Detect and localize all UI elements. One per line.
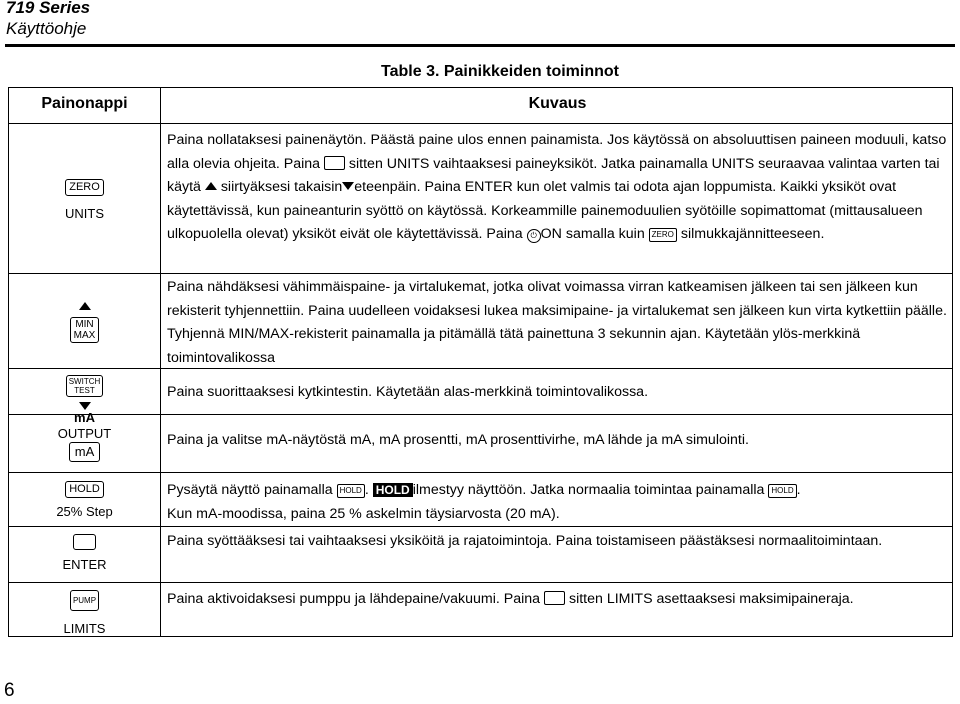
pump-text-a: Paina aktivoidaksesi pumppu ja lähdepaine/vakuumi. Paina (167, 591, 541, 607)
column-divider (160, 88, 161, 636)
ma-description: Paina ja valitse mA-näytöstä mA, mA prosentti, mA prosenttivirhe, mA lähde ja mA simulointi. (167, 432, 749, 448)
hold-inline-key-icon: HOLD (337, 484, 365, 498)
switch-test-key-icon: SWITCH TEST (66, 375, 104, 397)
down-arrow-icon (342, 182, 354, 190)
pump-key-icon: PUMP (70, 590, 99, 611)
hold-text-d: . (796, 482, 801, 498)
header-rule (5, 44, 955, 47)
power-icon: ⏻ (527, 229, 541, 243)
buttons-table (8, 87, 953, 637)
minmax-description: Paina nähdäksesi vähimmäispaine- ja virtalukemat, jotka olivat voimassa virran katkeamisen jälkeen tai sen jälkeen kun rekisterit tyhjennettiin. Paina uudelleen voidaksesi lukea maksimipaine- ja virtalukemat sen jälkeen kun virta kytkettiin päälle. Tyhjennä MIN/MAX-rekisterit painamalla ja pitämällä tätä painettuna 3 sekunnin ajan. Käytetään ylös-merkkinä toimintovalikossa (167, 279, 947, 366)
hold-description (167, 479, 947, 526)
zero-units-cell (9, 178, 160, 221)
ma-key-icon: mA (69, 442, 101, 462)
hold-text-a: Pysäytä näyttö painamalla (167, 482, 333, 498)
zero-key-icon: ZERO (65, 179, 104, 196)
units-label: UNITS (65, 206, 104, 221)
enter-label: ENTER (62, 557, 107, 572)
row-divider (9, 123, 952, 124)
up-arrow-icon (205, 182, 217, 190)
zero-inline-key-icon: ZERO (649, 228, 677, 242)
hold-cell (9, 480, 160, 519)
down-arrow-icon (79, 402, 91, 410)
blank-key-icon (544, 591, 565, 605)
ma-label: mA (74, 410, 95, 425)
hold-text-b: . (364, 482, 369, 498)
minmax-key-icon: MIN MAX (70, 317, 100, 343)
zero-text-d: eteenpäin. Paina ENTER kun olet valmis tai odota ajan loppumista. Kaikki yksiköt ovat käytettävissä, kun paineanturin syöttö on käytössä. Korkeammille painemoduulien syötöille sopimattomat (mittausalueen ulkopuolella olevat) yksiköt eivät ole käytettävissä. Paina (167, 179, 923, 242)
zero-text-f: silmukkajännitteeseen. (680, 226, 825, 242)
output-label: OUTPUT (57, 426, 112, 441)
header-description: Kuvaus (528, 95, 587, 112)
zero-text-c: siirtyäksesi takaisin (220, 179, 343, 195)
row-divider (9, 273, 952, 274)
limits-label: LIMITS (63, 621, 106, 636)
hold-key-icon: HOLD (65, 481, 104, 498)
zero-text-b: sitten UNITS vaihtaaksesi paineyksiköt. Jatka painamalla UNITS seuraavaa valintaa varten tai käytä (167, 155, 940, 195)
zero-text-e: ON samalla kuin (540, 226, 645, 242)
enter-cell (9, 534, 160, 572)
enter-key-icon (73, 534, 96, 550)
hold-inline-key-icon: HOLD (768, 484, 796, 498)
step-label: 25% Step (56, 504, 113, 519)
row-divider (9, 526, 952, 527)
row-divider (9, 582, 952, 583)
pump-description (167, 588, 947, 612)
row-divider (9, 472, 952, 473)
series-title: 719 Series (6, 0, 91, 17)
hold-text-c: ilmestyy näyttöön. Jatka normaalia toimintaa painamalla (412, 482, 765, 498)
blank-key-icon (324, 156, 345, 170)
minmax-cell (9, 299, 160, 343)
zero-text-a: Paina nollataksesi painenäytön. Päästä paine ulos ennen painamista. Jos käytössä on absoluuttisen paineen moduuli, katso alla olevia ohjeita. Paina (167, 132, 947, 172)
page-number: 6 (4, 680, 15, 701)
zero-description (167, 129, 947, 247)
manual-title: Käyttöohje (6, 19, 87, 38)
switch-test-cell (9, 375, 160, 414)
pump-cell (9, 590, 160, 636)
enter-description: Paina syöttääksesi tai vaihtaaksesi yksiköitä ja rajatoimintoja. Paina toistamiseen päästäksesi normaalitoimintaan. (167, 533, 883, 549)
header-button: Painonappi (41, 95, 128, 112)
ma-output-cell (9, 410, 160, 462)
hold-text-e: Kun mA-moodissa, paina 25 % askelmin täysiarvosta (20 mA). (167, 505, 560, 522)
hold-display-badge: HOLD (373, 483, 413, 497)
table-title: Table 3. Painikkeiden toiminnot (381, 63, 619, 80)
switch-description: Paina suorittaaksesi kytkintestin. Käytetään alas-merkkinä toimintovalikossa. (167, 384, 649, 400)
pump-text-b: sitten LIMITS asettaaksesi maksimipaineraja. (568, 591, 854, 607)
up-arrow-icon (79, 302, 91, 310)
